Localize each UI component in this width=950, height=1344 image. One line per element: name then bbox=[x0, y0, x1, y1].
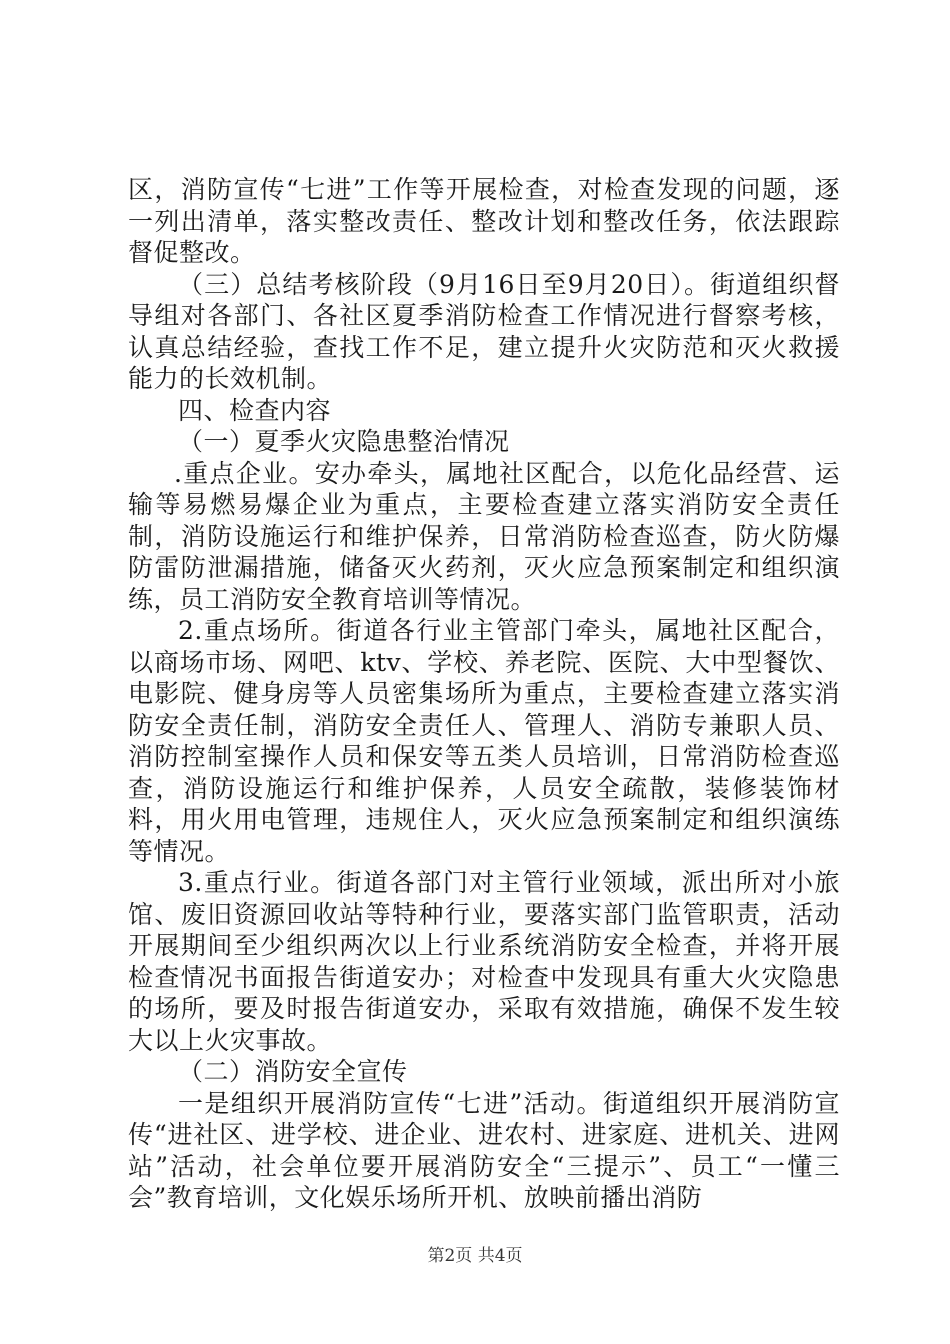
paragraph-summary-stage: （三）总结考核阶段（9月16日至9月20日）。街道组织督导组对各部门、各社区夏季消防检查工作情况进行督察考核，认真总结经验，查找工作不足，建立提升火灾防范和灭火救援能力的长效机制。 bbox=[128, 269, 840, 393]
subsection-heading-fire-hazards: （一）夏季火灾隐患整治情况 bbox=[178, 427, 510, 456]
subsection-heading-fire-publicity: （二）消防安全宣传 bbox=[178, 1057, 408, 1086]
document-body bbox=[128, 174, 840, 1214]
paragraph-key-enterprises: .重点企业。安办牵头，属地社区配合，以危化品经营、运输等易燃易爆企业为重点，主要检查建立落实消防安全责任制，消防设施运行和维护保养，日常消防检查巡查，防火防爆防雷防泄漏措施，储备灭火药剂，灭火应急预案制定和组织演练，员工消防安全教育培训等情况。 bbox=[128, 458, 840, 614]
paragraph-seven-entries: 一是组织开展消防宣传“七进”活动。街道组织开展消防宣传“进社区、进学校、进企业、进农村、进家庭、进机关、进网站”活动，社会单位要开展消防安全“三提示”、员工“一懂三会”教育培训，文化娱乐场所开机、放映前播出消防 bbox=[128, 1088, 840, 1212]
paragraph-continuation: 区，消防宣传“七进”工作等开展检查，对检查发现的问题，逐一列出清单，落实整改责任、整改计划和整改任务，依法跟踪督促整改。 bbox=[128, 175, 840, 267]
paragraph-key-venues: 2.重点场所。街道各行业主管部门牵头，属地社区配合，以商场市场、网吧、ktv、学校、养老院、医院、大中型餐饮、电影院、健身房等人员密集场所为重点，主要检查建立落实消防安全责任制，消防安全责任人、管理人、消防专兼职人员、消防控制室操作人员和保安等五类人员培训，日常消防检查巡查，消防设施运行和维护保养，人员安全疏散，装修装饰材料，用火用电管理，违规住人，灭火应急预案制定和组织演练等情况。 bbox=[128, 616, 840, 866]
paragraph-key-industries: 3.重点行业。街道各部门对主管行业领域，派出所对小旅馆、废旧资源回收站等特种行业，要落实部门监管职责，活动开展期间至少组织两次以上行业系统消防安全检查，并将开展检查情况书面报告街道安办；对检查中发现具有重大火灾隐患的场所，要及时报告街道安办，采取有效措施，确保不发生较大以上火灾事故。 bbox=[128, 868, 840, 1055]
page-footer: 第2页 共4页 bbox=[427, 1246, 523, 1266]
section-heading-inspection-content: 四、检查内容 bbox=[178, 395, 332, 425]
